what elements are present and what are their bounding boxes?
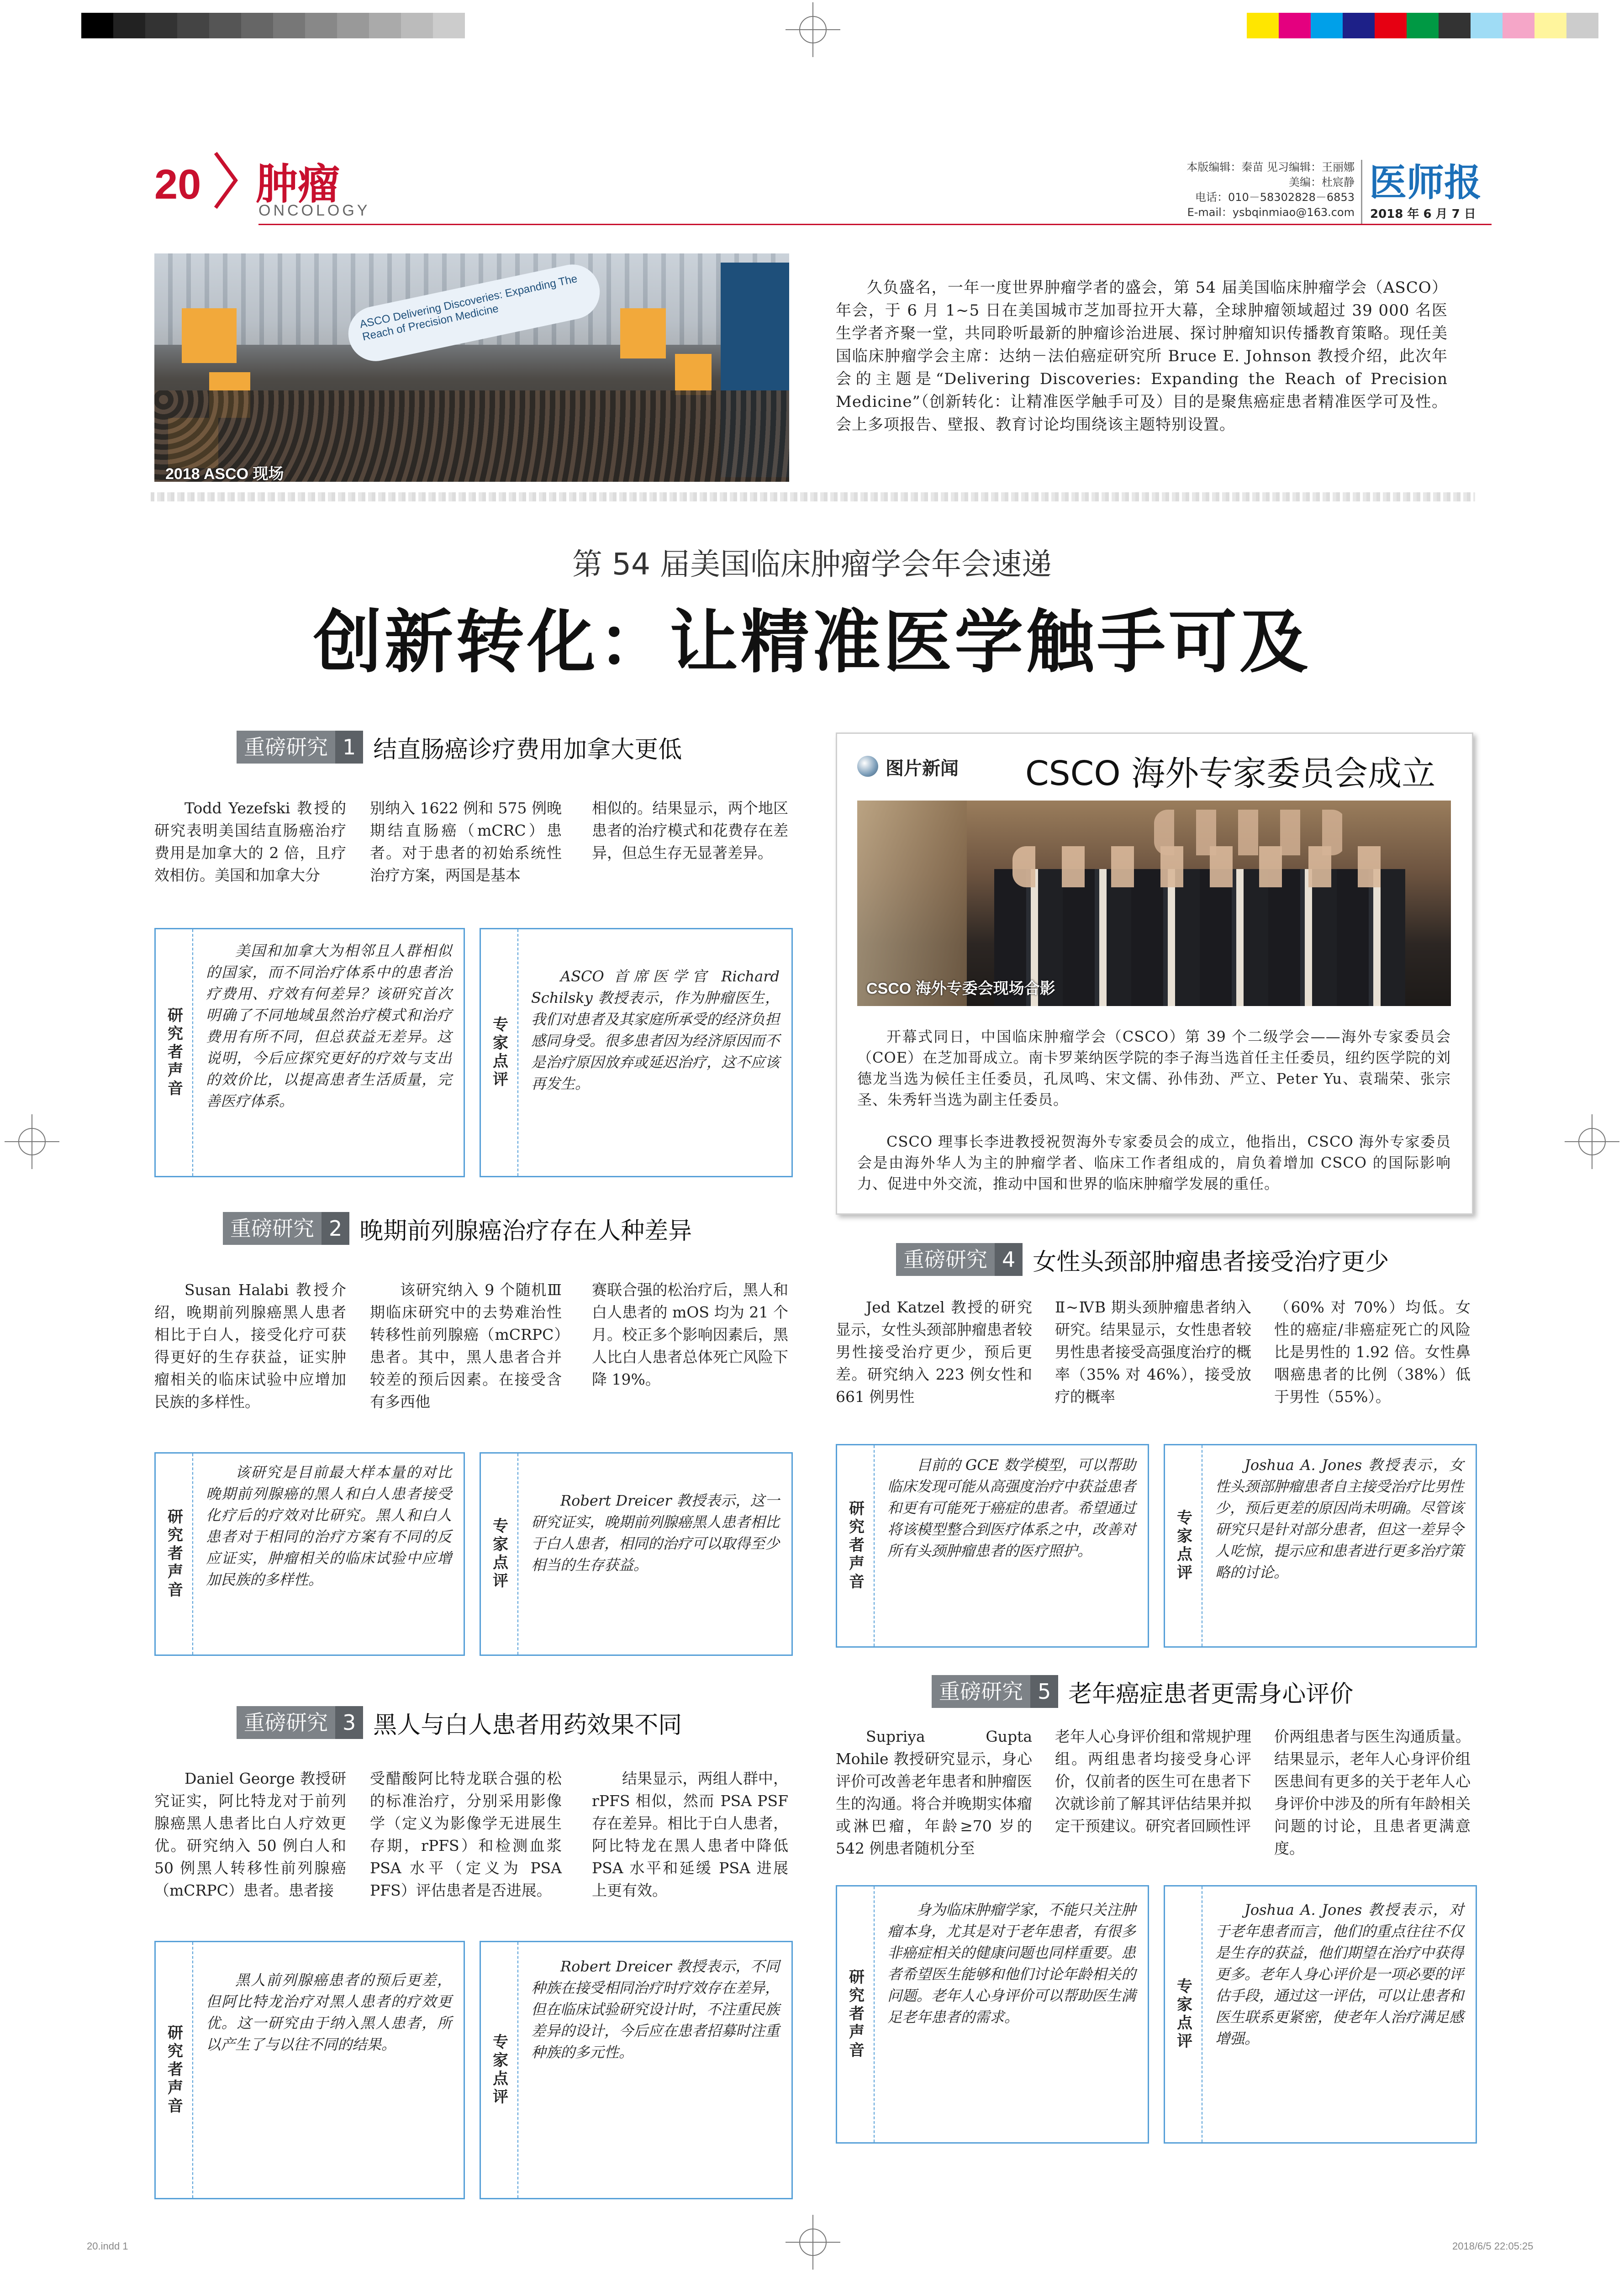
crop-mark-icon [786,2,840,57]
header-rule [258,224,1492,225]
study-4-col-2: Ⅱ~ⅣB 期头颈肿瘤患者纳入研究。结果显示，女性患者较男性患者接受高强度治疗的概率（35% 对 46%），接受放疗的概率 [1055,1298,1251,1406]
footer-file: 20.indd 1 [87,2240,128,2252]
registration-bar-gray [81,13,465,38]
photo-news-para-1: 开幕式同日，中国临床肿瘤学会（CSCO）第 39 个二级学会——海外专家委员会（COE）在芝加哥成立。南卡罗莱纳医学院的李子海当选首任主任委员，纽约医学院的刘德龙当选为候任主任委员，孔凤鸣、宋文儒、孙伟劲、严立、Peter Yu、袁瑞荣、张宗圣、朱秀轩当选为副主任委员。 [857,1028,1451,1108]
study-3-col-2: 受醋酸阿比特龙联合强的松的标准治疗，分别采用影像学（定义为影像学无进展生存期，rPFS）和检测血浆 PSA 水平（定义为 PSA PFS）评估患者是否进展。 [370,1770,562,1899]
study-2-heading: 重磅研究 2 晚期前列腺癌治疗存在人种差异 [223,1212,692,1245]
study-1-expert-box: 专家点评 ASCO 首席医学官 Richard Schilsky 教授表示，作为肿瘤医生，我们对患者及其家庭所承受的经济负担感同身受。很多患者因为经济原因而不是治疗原因放弃或延迟治疗，这不应该再发生。 [480,928,793,1177]
study-4-expert-box: 专家点评 Joshua A. Jones 教授表示，女性头颈部肿瘤患者自主接受治疗比男性少，预后更差的原因尚未明确。尽管该研究只是针对部分患者，但这一差异令人吃惊，提示应和患者进行更多治疗策略的讨论。 [1164,1444,1477,1648]
asco-banner: ASCO Delivering Discoveries: Expanding The Reach of Precision Medicine [343,259,605,366]
crop-mark-icon [5,1114,59,1169]
editor-info: 本版编辑：秦苗 见习编辑：王丽娜 美编：杜宸静 电话：010－58302828－6853 E-mail：ysbqinmiao@163.com [1186,161,1355,219]
photo-caption: 2018 ASCO 现场 [165,465,284,483]
study-5-col-2: 老年人心身评价组和常规护理组。两组患者均接受身心评价，仅前者的医生可在患者下次就诊前了解其评估结果并拟定干预建议。研究者回顾性评 [1055,1728,1251,1835]
study-3-heading: 重磅研究 3 黑人与白人患者用药效果不同 [237,1706,682,1739]
study-1-heading: 重磅研究 1 结直肠癌诊疗费用加拿大更低 [237,731,682,764]
brand-logo: 医师报 [1369,161,1482,205]
footer-timestamp: 2018/6/5 22:05:25 [1452,2240,1534,2252]
news-icon [857,756,878,777]
study-4-heading: 重磅研究 4 女性头颈部肿瘤患者接受治疗更少 [896,1243,1389,1276]
section-subtitle: ONCOLOGY [258,202,370,219]
study-1-researcher-box: 研究者声音 美国和加拿大为相邻且人群相似的国家，而不同治疗体系中的患者治疗费用、疗效有何差异？该研究首次明确了不同地域虽然治疗模式和治疗费用有所不同，但总获益无差异。这说明，今后应探究更好的疗效与支出的效价比，以提高患者生活质量，完善医疗体系。 [154,928,465,1177]
study-2-col-1: Susan Halabi 教授介绍，晚期前列腺癌黑人患者相比于白人，接受化疗可获得更好的生存获益，证实肿瘤相关的临床试验中应增加民族的多样性。 [154,1281,346,1411]
study-2-expert-box: 专家点评 Robert Dreicer 教授表示，这一研究证实，晚期前列腺癌黑人患者相比于白人患者，相同的治疗可以取得至少相当的生存获益。 [480,1452,793,1656]
intro-paragraph: 久负盛名，一年一度世界肿瘤学者的盛会，第 54 届美国临床肿瘤学会（ASCO）年会，于 6 月 1~5 日在美国城市芝加哥拉开大幕，全球肿瘤领域超过 39 000 名医生学者齐聚一堂，共同聆听最新的肿瘤诊治进展、探讨肿瘤知识传播教育策略。现任美国临床肿瘤学会主席：达纳－法伯癌症研究所 Bruce E. Johnson 教授介绍，此次年会的主题是“Delivering Discoveries: Expanding the Reach of Precision Medicine”（创新转化：让精准医学触手可及）目的是聚焦癌症患者精准医学可及性。会上多项报告、壁报、教育讨论均围绕该主题特别设置。 [836,279,1448,434]
page-headline: 创新转化：让精准医学触手可及 [313,603,1311,682]
crop-mark-icon [786,2215,840,2270]
asco-venue-photo [154,253,789,482]
study-3-col-3: 结果显示，两组人群中，rPFS 相似，然而 PSA PSF 存在差异。相比于白人患者，阿比特龙在黑人患者中降低 PSA 水平和延缓 PSA 进展上更有效。 [592,1770,788,1899]
study-5-col-3: 价两组患者与医生沟通质量。结果显示，老年人心身评价组医患间有更多的关于老年人心身评价中涉及的所有年龄相关问题的讨论，且患者更满意度。 [1274,1728,1471,1857]
section-title: 肿瘤 [256,160,340,209]
crop-mark-icon [1565,1114,1619,1169]
study-1-col-2: 别纳入 1622 例和 575 例晚期结直肠癌（mCRC）患者。对于患者的初始系统性治疗方案，两国是基本 [370,799,562,884]
photo-news-title: CSCO 海外专家委员会成立 [1025,754,1436,793]
photo-news-panel [836,732,1473,1215]
photo-news-label: 图片新闻 [886,758,959,779]
study-3-researcher-box: 研究者声音 黑人前列腺癌患者的预后更差，但阿比特龙治疗对黑人患者的疗效更优。这一研究由于纳入黑人患者，所以产生了与以往不同的结果。 [154,1941,465,2199]
issue-date: 2018 年 6 月 7 日 [1370,207,1476,221]
study-5-heading: 重磅研究 5 老年癌症患者更需身心评价 [932,1675,1353,1708]
registration-bar-color [1247,13,1598,38]
csco-photo-caption: CSCO 海外专委会现场合影 [866,980,1055,997]
csco-group-photo [857,801,1451,1006]
study-1-col-3: 相似的。结果显示，两个地区患者的治疗模式和花费存在差异，但总生存无显著差异。 [592,799,788,862]
study-4-col-3: （60% 对 70%）均低。女性的癌症/非癌症死亡的风险比是男性的 1.92 倍。女性鼻咽癌患者的比例（38%）低于男性（55%）。 [1274,1298,1471,1406]
study-1-col-1: Todd Yezefski 教授的研究表明美国结直肠癌治疗费用是加拿大的 2 倍，且疗效相仿。美国和加拿大分 [154,799,346,884]
study-4-col-1: Jed Katzel 教授的研究显示，女性头颈部肿瘤患者较男性接受治疗更少，预后更差。研究纳入 223 例女性和 661 例男性 [836,1298,1032,1406]
study-2-col-3: 赛联合强的松治疗后，黑人和白人患者的 mOS 均为 21 个月。校正多个影响因素后，黑人比白人患者总体死亡风险下降 19%。 [592,1281,788,1388]
study-5-col-1: Supriya Gupta Mohile 教授研究显示，身心评价可改善老年患者和肿瘤医生的沟通。将合并晚期实体瘤或淋巴瘤，年龄≥70 岁的 542 例患者随机分至 [836,1728,1032,1857]
study-5-researcher-box: 研究者声音 身为临床肿瘤学家，不能只关注肿瘤本身，尤其是对于老年患者，有很多非癌症相关的健康问题也同样重要。患者希望医生能够和他们讨论年龄相关的问题。老年人心身评价可以帮助医生满足老年患者的需求。 [836,1885,1149,2144]
study-3-expert-box: 专家点评 Robert Dreicer 教授表示，不同种族在接受相同治疗时疗效存在差异，但在临床试验研究设计时，不注重民族差异的设计，今后应在患者招募时注重种族的多元性。 [480,1941,793,2199]
header-divider [1361,160,1362,224]
study-3-col-1: Daniel George 教授研究证实，阿比特龙对于前列腺癌黑人患者比白人疗效更优。研究纳入 50 例白人和 50 例黑人转移性前列腺癌（mCRPC）患者。患者接 [154,1770,346,1899]
photo-news-para-2: CSCO 理事长李进教授祝贺海外专家委员会的成立，他指出，CSCO 海外专家委员会是由海外华人为主的肿瘤学者、临床工作者组成的，肩负着增加 CSCO 的国际影响力、促进中外交流，推动中国和世界的临床肿瘤学发展的重任。 [857,1133,1451,1192]
page-number: 20 [154,161,201,208]
study-5-expert-box: 专家点评 Joshua A. Jones 教授表示，对于老年患者而言，他们的重点往往不仅是生存的获益，他们期望在治疗中获得更多。老年人身心评价是一项必要的评估手段，通过这一评估，可以让患者和医生联系更紧密，使老年人治疗满足感增强。 [1164,1885,1477,2144]
page-subtitle: 第 54 届美国临床肿瘤学会年会速递 [572,547,1052,582]
study-2-col-2: 该研究纳入 9 个随机Ⅲ期临床研究中的去势难治性转移性前列腺癌（mCRPC）患者。其中，黑人患者合并较差的预后因素。在接受含有多西他 [370,1281,562,1411]
study-2-researcher-box: 研究者声音 该研究是目前最大样本量的对比晚期前列腺癌的黑人和白人患者接受化疗后的疗效对比研究。黑人和白人患者对于相同的治疗方案有不同的反应证实，肿瘤相关的临床试验中应增加民族的多样性。 [154,1452,465,1656]
torn-edge [151,492,1475,501]
chevron-right-icon [212,151,239,210]
study-4-researcher-box: 研究者声音 目前的 GCE 数学模型，可以帮助临床发现可能从高强度治疗中获益患者和更有可能死于癌症的患者。希望通过将该模型整合到医疗体系之中，改善对所有头颈肿瘤患者的医疗照护。 [836,1444,1149,1648]
